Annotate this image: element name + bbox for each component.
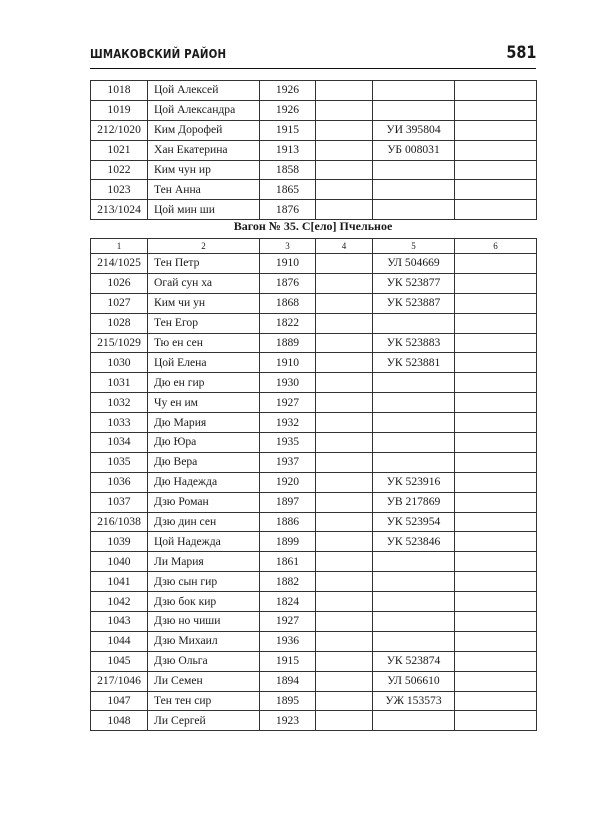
birth-year: 1822 [260,313,316,333]
table-row [91,612,537,632]
table-main [90,238,537,731]
column-4-cell [316,572,373,592]
column-6-cell [455,492,537,512]
column-6-cell [455,120,537,140]
column-4-cell [316,472,373,492]
column-4-cell [316,120,373,140]
record-number: 1021 [91,140,148,160]
column-6-cell [455,651,537,671]
section-title: ШМАКОВСКИЙ РАЙОН [90,46,227,61]
record-number: 217/1046 [91,671,148,691]
record-number: 213/1024 [91,200,148,220]
document-number: УК 523887 [373,293,455,313]
column-6-cell [455,160,537,180]
document-number [373,711,455,731]
birth-year: 1927 [260,612,316,632]
document-number [373,373,455,393]
document-number: УЛ 504669 [373,254,455,274]
column-6-cell [455,353,537,373]
person-name: Тю ен сен [148,333,260,353]
document-number [373,612,455,632]
person-name: Тен Егор [148,313,260,333]
column-6-cell [455,612,537,632]
column-6-cell [455,691,537,711]
document-number [373,413,455,433]
column-6-cell [455,572,537,592]
column-6-cell [455,671,537,691]
birth-year: 1926 [260,100,316,120]
table-row [91,393,537,413]
document-number [373,552,455,572]
record-number: 212/1020 [91,120,148,140]
table-row [91,81,537,101]
birth-year: 1882 [260,572,316,592]
column-6-cell [455,472,537,492]
table-row [91,552,537,572]
column-number: 6 [455,239,537,254]
person-name: Ким чун ир [148,160,260,180]
record-number: 1044 [91,631,148,651]
column-4-cell [316,512,373,532]
document-number: УК 523916 [373,472,455,492]
document-number [373,592,455,612]
column-6-cell [455,313,537,333]
column-4-cell [316,81,373,101]
document-number: УИ 395804 [373,120,455,140]
document-number: УК 523883 [373,333,455,353]
person-name: Ли Сергей [148,711,260,731]
document-number [373,100,455,120]
birth-year: 1899 [260,532,316,552]
column-4-cell [316,353,373,373]
birth-year: 1915 [260,651,316,671]
birth-year: 1923 [260,711,316,731]
birth-year: 1824 [260,592,316,612]
table-row [91,413,537,433]
table-row [91,691,537,711]
record-number: 1035 [91,452,148,472]
record-number: 1040 [91,552,148,572]
birth-year: 1897 [260,492,316,512]
person-name: Дю Вера [148,452,260,472]
table-row [91,180,537,200]
column-4-cell [316,200,373,220]
record-number: 215/1029 [91,333,148,353]
table-row [91,254,537,274]
person-name: Дзю Ольга [148,651,260,671]
table-row [91,592,537,612]
birth-year: 1886 [260,512,316,532]
person-name: Дю Юра [148,433,260,453]
table-row [91,353,537,373]
table-row [91,711,537,731]
table-row [91,333,537,353]
table-row [91,472,537,492]
column-6-cell [455,100,537,120]
document-number [373,81,455,101]
birth-year: 1876 [260,200,316,220]
person-name: Ли Семен [148,671,260,691]
record-number: 1034 [91,433,148,453]
column-4-cell [316,452,373,472]
birth-year: 1895 [260,691,316,711]
person-name: Чу ен им [148,393,260,413]
column-number: 2 [148,239,260,254]
table-row [91,671,537,691]
person-name: Дзю но чиши [148,612,260,632]
column-6-cell [455,413,537,433]
column-4-cell [316,612,373,632]
column-4-cell [316,631,373,651]
table-row [91,160,537,180]
column-4-cell [316,413,373,433]
birth-year: 1936 [260,631,316,651]
birth-year: 1894 [260,671,316,691]
column-number-row [91,239,537,254]
person-name: Цой Александра [148,100,260,120]
birth-year: 1935 [260,433,316,453]
record-number: 1048 [91,711,148,731]
column-4-cell [316,651,373,671]
person-name: Ким чи ун [148,293,260,313]
document-number [373,572,455,592]
person-name: Дзю сын гир [148,572,260,592]
person-name: Хан Екатерина [148,140,260,160]
table-row [91,433,537,453]
column-6-cell [455,180,537,200]
column-4-cell [316,532,373,552]
record-number: 1023 [91,180,148,200]
column-6-cell [455,373,537,393]
person-name: Дзю дин сен [148,512,260,532]
column-number: 4 [316,239,373,254]
table-row [91,452,537,472]
document-number [373,452,455,472]
birth-year: 1920 [260,472,316,492]
table-row [91,572,537,592]
person-name: Дзю Роман [148,492,260,512]
column-6-cell [455,140,537,160]
record-number: 1030 [91,353,148,373]
birth-year: 1868 [260,293,316,313]
document-number [373,631,455,651]
table-row [91,200,537,220]
column-6-cell [455,552,537,572]
record-number: 1028 [91,313,148,333]
document-number: УВ 217869 [373,492,455,512]
birth-year: 1876 [260,273,316,293]
record-number: 1042 [91,592,148,612]
record-number: 1018 [91,81,148,101]
birth-year: 1915 [260,120,316,140]
person-name: Дю Мария [148,413,260,433]
document-number: УЛ 506610 [373,671,455,691]
column-4-cell [316,293,373,313]
document-number: УК 523877 [373,273,455,293]
column-6-cell [455,452,537,472]
table-row [91,631,537,651]
birth-year: 1910 [260,353,316,373]
document-number: УК 523846 [373,532,455,552]
birth-year: 1913 [260,140,316,160]
column-4-cell [316,691,373,711]
column-6-cell [455,81,537,101]
record-number: 1037 [91,492,148,512]
table-row [91,100,537,120]
table-row [91,120,537,140]
record-number: 1047 [91,691,148,711]
column-4-cell [316,433,373,453]
column-number: 3 [260,239,316,254]
document-number: УК 523954 [373,512,455,532]
column-6-cell [455,631,537,651]
record-number: 1031 [91,373,148,393]
running-header [90,44,536,69]
document-number [373,393,455,413]
person-name: Дзю бок кир [148,592,260,612]
column-4-cell [316,333,373,353]
person-name: Тен тен сир [148,691,260,711]
record-number: 216/1038 [91,512,148,532]
record-number: 1032 [91,393,148,413]
record-number: 1041 [91,572,148,592]
table-row [91,273,537,293]
record-number: 1027 [91,293,148,313]
person-name: Цой мин ши [148,200,260,220]
document-number [373,200,455,220]
column-4-cell [316,160,373,180]
table-top [90,80,537,220]
table-row [91,512,537,532]
birth-year: 1858 [260,160,316,180]
person-name: Цой Надежда [148,532,260,552]
record-number: 1036 [91,472,148,492]
column-4-cell [316,140,373,160]
table-row [91,373,537,393]
person-name: Дзю Михаил [148,631,260,651]
column-4-cell [316,100,373,120]
person-name: Дю Надежда [148,472,260,492]
column-4-cell [316,254,373,274]
record-number: 1022 [91,160,148,180]
person-name: Огай сун ха [148,273,260,293]
table-row [91,492,537,512]
document-number: УБ 008031 [373,140,455,160]
column-4-cell [316,313,373,333]
table-row [91,140,537,160]
column-6-cell [455,592,537,612]
document-number: УЖ 153573 [373,691,455,711]
table-row [91,651,537,671]
column-6-cell [455,200,537,220]
person-name: Ли Мария [148,552,260,572]
column-4-cell [316,711,373,731]
record-number: 1026 [91,273,148,293]
column-6-cell [455,433,537,453]
table-row [91,293,537,313]
record-number: 1033 [91,413,148,433]
document-number: УК 523881 [373,353,455,373]
birth-year: 1861 [260,552,316,572]
birth-year: 1927 [260,393,316,413]
record-number: 1019 [91,100,148,120]
column-6-cell [455,512,537,532]
column-4-cell [316,592,373,612]
column-6-cell [455,711,537,731]
column-4-cell [316,273,373,293]
record-number: 1045 [91,651,148,671]
column-6-cell [455,254,537,274]
document-number [373,180,455,200]
birth-year: 1889 [260,333,316,353]
column-number: 1 [91,239,148,254]
column-4-cell [316,671,373,691]
column-4-cell [316,492,373,512]
record-number: 1039 [91,532,148,552]
document-number [373,160,455,180]
document-number [373,433,455,453]
birth-year: 1930 [260,373,316,393]
page-number: 581 [505,43,536,63]
column-6-cell [455,532,537,552]
document-number: УК 523874 [373,651,455,671]
column-4-cell [316,180,373,200]
birth-year: 1865 [260,180,316,200]
column-4-cell [316,373,373,393]
record-number: 1043 [91,612,148,632]
person-name: Ким Дорофей [148,120,260,140]
record-number: 214/1025 [91,254,148,274]
column-6-cell [455,333,537,353]
person-name: Тен Анна [148,180,260,200]
person-name: Цой Алексей [148,81,260,101]
birth-year: 1932 [260,413,316,433]
column-6-cell [455,273,537,293]
table-row [91,532,537,552]
person-name: Цой Елена [148,353,260,373]
column-number: 5 [373,239,455,254]
wagon-heading: Вагон № 35. С[ело] Пчельное [233,219,393,233]
person-name: Тен Петр [148,254,260,274]
birth-year: 1910 [260,254,316,274]
column-6-cell [455,393,537,413]
column-4-cell [316,393,373,413]
document-number [373,313,455,333]
column-4-cell [316,552,373,572]
table-row [91,313,537,333]
person-name: Дю ен гир [148,373,260,393]
birth-year: 1937 [260,452,316,472]
birth-year: 1926 [260,81,316,101]
column-6-cell [455,293,537,313]
